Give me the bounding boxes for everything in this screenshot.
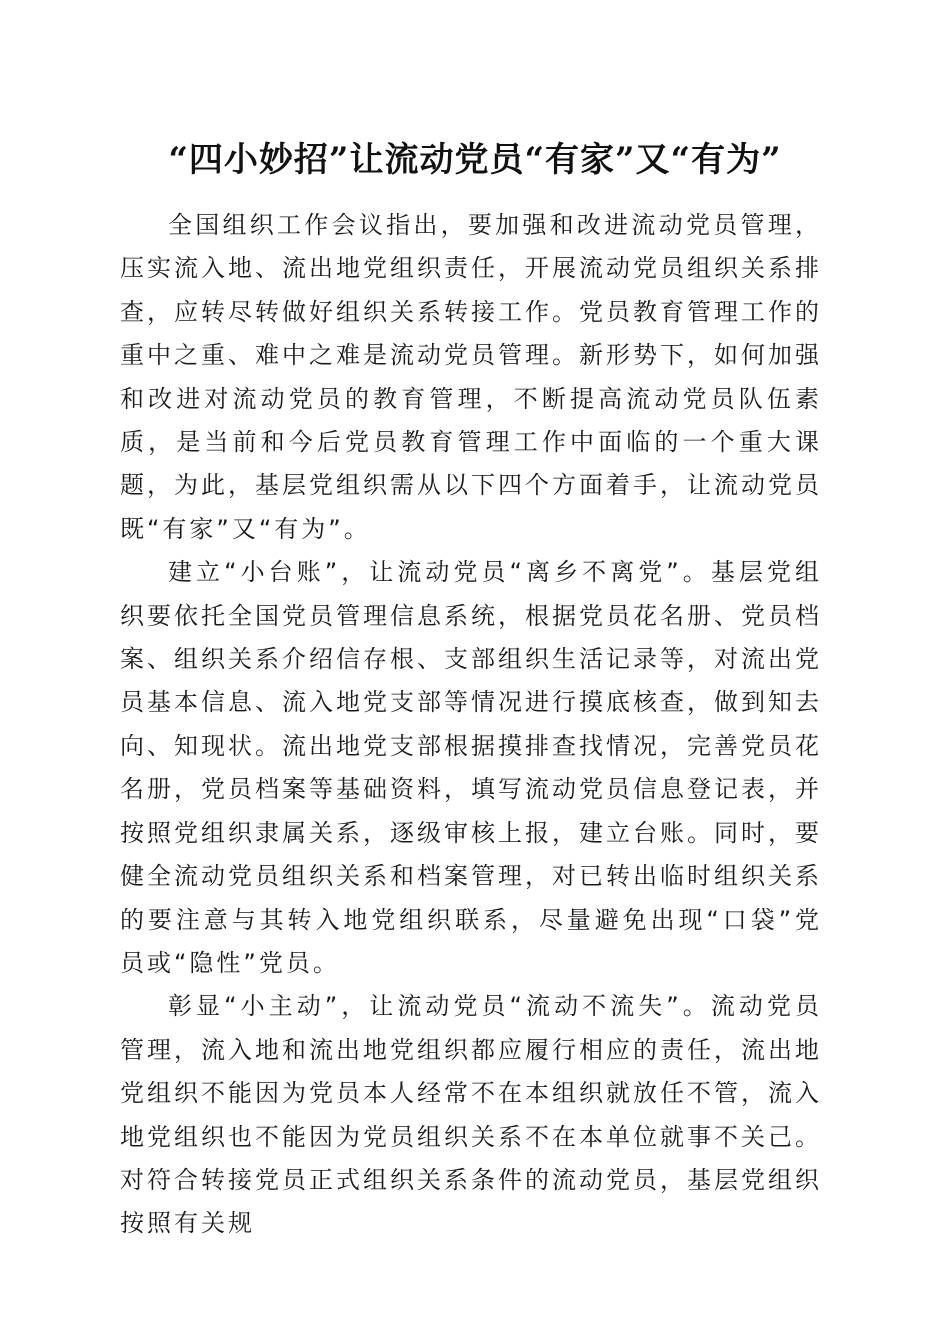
paragraph-ledger: 建立“小台账”，让流动党员“离乡不离党”。基层党组织要依托全国党员管理信息系统，根据党员花名册、党员档案、组织关系介绍信存根、支部组织生活记录等，对流出党员基本信息、流入地党支部等情况进行摸底核查，做到知去向、知现状。流出地党支部根据摸排查找情况，完善党员花名册，党员档案等基础资料，填写流动党员信息登记表，并按照党组织隶属关系，逐级审核上报，建立台账。同时，要健全流动党员组织关系和档案管理，对已转出临时组织关系的要注意与其转入地党组织联系，尽量避免出现“口袋”党员或“隐性”党员。 xyxy=(120,558,822,977)
document-title: “四小妙招”让流动党员“有家”又“有为” xyxy=(168,140,782,180)
paragraph-initiative: 彰显“小主动”，让流动党员“流动不流失”。流动党员管理，流入地和流出地党组织都应履行相应的责任，流出地党组织不能因为党员本人经常不在本组织就放任不管，流入地党组织也不能因为党员组织关系不在本单位就事不关己。对符合转接党员正式组织关系条件的流动党员，基层党组织按照有关规 xyxy=(120,992,822,1238)
document-body xyxy=(120,204,822,1246)
paragraph-intro: 全国组织工作会议指出，要加强和改进流动党员管理，压实流入地、流出地党组织责任，开展流动党员组织关系排查，应转尽转做好组织关系转接工作。党员教育管理工作的重中之重、难中之难是流动党员管理。新形势下，如何加强和改进对流动党员的教育管理，不断提高流动党员队伍素质，是当前和今后党员教育管理工作中面临的一个重大课题，为此，基层党组织需从以下四个方面着手，让流动党员既“有家”又“有为”。 xyxy=(120,211,822,543)
